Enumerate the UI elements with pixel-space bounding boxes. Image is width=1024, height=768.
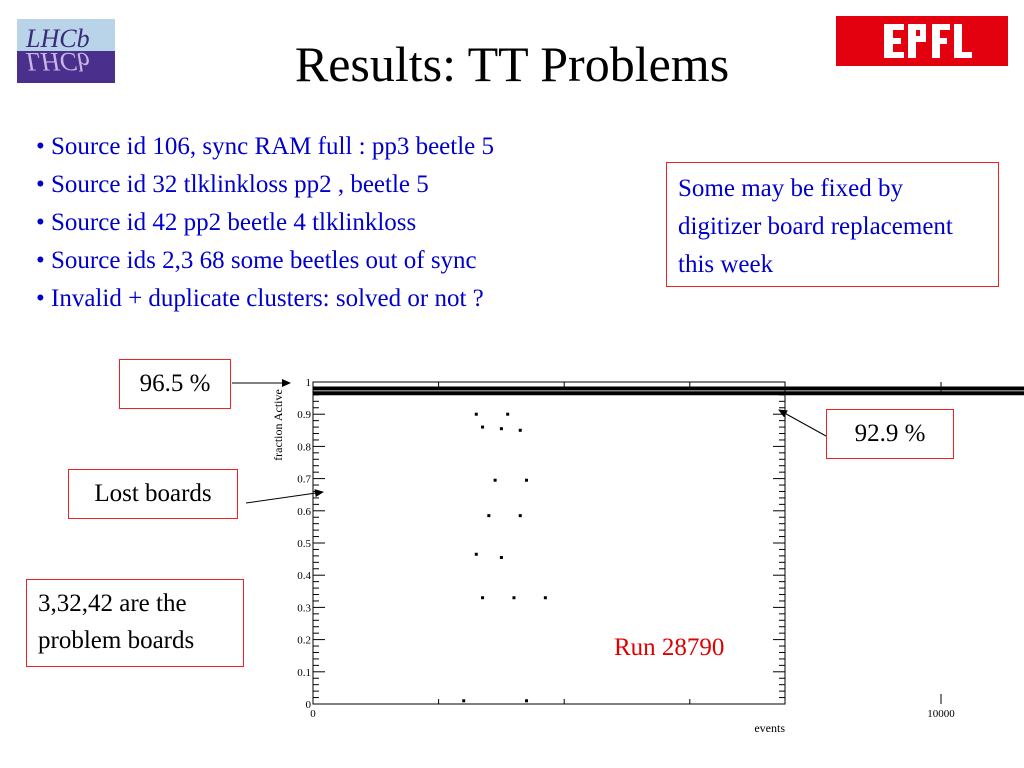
y-tick-label: 0.7 (297, 473, 311, 486)
label-lost-boards: Lost boards (68, 469, 238, 519)
data-point (500, 556, 503, 559)
arrow-92-9 (779, 410, 826, 436)
y-axis-label: fraction Active (271, 389, 285, 461)
data-point (494, 479, 497, 482)
run-label: Run 28790 (614, 634, 725, 661)
y-tick-label: 0.5 (297, 538, 311, 550)
y-tick-label: 0.1 (297, 666, 311, 679)
data-point (475, 413, 478, 416)
data-point (506, 413, 509, 416)
note-box: Some may be fixed by digitizer board replacement this week (666, 162, 999, 287)
data-point (519, 514, 522, 517)
label-problem-boards: 3,32,42 are the problem boards (26, 579, 244, 667)
y-tick-label: 0.3 (297, 602, 311, 615)
y-tick-label: 0.4 (297, 570, 311, 583)
data-point (525, 479, 528, 482)
arrow-lost-boards (246, 492, 323, 503)
y-tick-label: 0 (305, 699, 311, 711)
y-tick-label: 1 (305, 377, 311, 389)
data-point (481, 426, 484, 429)
label-96-5: 96.5 % (119, 359, 231, 409)
data-point (475, 553, 478, 556)
bullet-item: • Source ids 2,3 68 some beetles out of sync (36, 242, 494, 280)
y-tick-label: 0.9 (297, 409, 311, 422)
bullet-item: • Invalid + duplicate clusters: solved or not ? (36, 280, 494, 318)
data-point (519, 429, 522, 432)
x-tick-label: 10000 (927, 708, 955, 720)
bullet-item: • Source id 42 pp2 beetle 4 tlklinkloss (36, 204, 494, 242)
x-axis-label: events (754, 721, 785, 735)
slide-title: Results: TT Problems (294, 36, 730, 92)
data-point (512, 596, 515, 599)
y-tick-label: 0.6 (297, 505, 311, 518)
data-point (525, 699, 528, 702)
x-tick-labels (310, 708, 1024, 720)
data-point (487, 514, 490, 517)
data-point (481, 596, 484, 599)
label-92-9: 92.9 % (826, 409, 954, 459)
y-tick-label: 0.8 (297, 441, 311, 454)
y-tick-labels (297, 377, 311, 711)
data-point (462, 699, 465, 702)
bullet-item: • Source id 106, sync RAM full : pp3 beetle 5 (36, 128, 494, 166)
svg-text:LHCb: LHCb (26, 24, 90, 53)
data-point (500, 427, 503, 430)
y-tick-label: 0.2 (297, 634, 311, 647)
data-point (544, 596, 547, 599)
bullet-item: • Source id 32 tlklinkloss pp2 , beetle 5 (36, 166, 494, 204)
x-tick-label: 0 (310, 708, 316, 720)
data-bands (313, 388, 1024, 401)
svg-text:LHCb: LHCb (26, 47, 90, 76)
